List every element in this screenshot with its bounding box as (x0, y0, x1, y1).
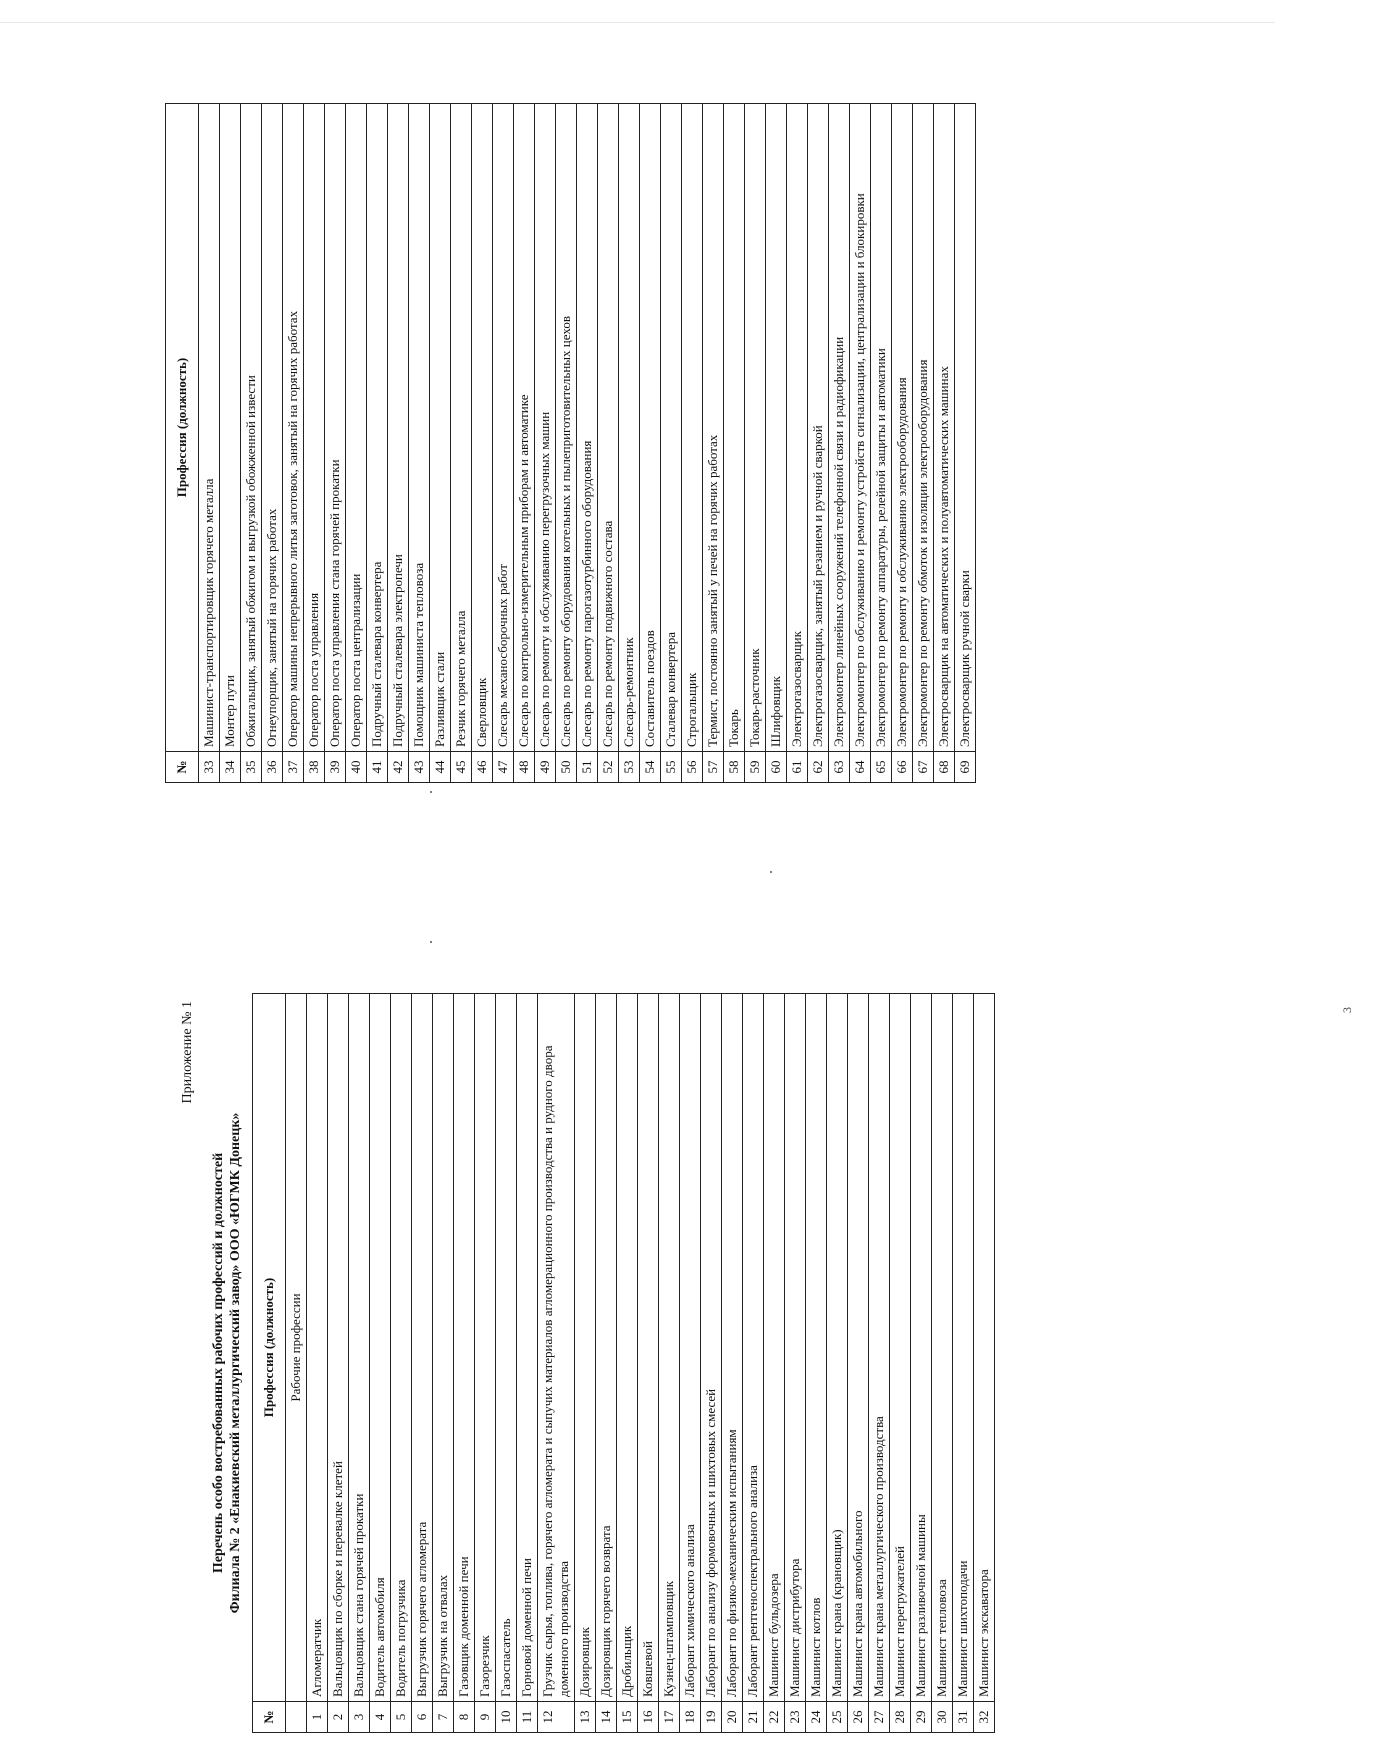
table-row (724, 104, 745, 783)
row-profession: Резчик горячего металла (451, 104, 472, 752)
row-number: 69 (955, 752, 976, 783)
table-row (869, 994, 890, 1733)
table-row (787, 104, 808, 783)
table-row (932, 994, 953, 1733)
table-row (934, 104, 955, 783)
row-number: 55 (661, 752, 682, 783)
table-row (496, 994, 517, 1733)
row-profession: Подручный сталевара электропечи (388, 104, 409, 752)
row-number: 65 (871, 752, 892, 783)
row-profession: Оператор поста управления (304, 104, 325, 752)
table-row (827, 994, 848, 1733)
row-profession: Машинист-транспортировщик горячего металла (199, 104, 220, 752)
row-number: 5 (391, 1702, 412, 1733)
table-row (785, 994, 806, 1733)
row-number: 32 (974, 1702, 995, 1733)
table-row (974, 994, 995, 1733)
table-row (370, 994, 391, 1733)
row-number: 58 (724, 752, 745, 783)
row-profession: Дробильщик (617, 994, 638, 1702)
table-row (349, 994, 370, 1733)
row-number: 11 (517, 1702, 538, 1733)
row-number: 7 (433, 1702, 454, 1733)
row-profession: Вальцовщик стана горячей прокатки (349, 994, 370, 1702)
row-number: 19 (701, 1702, 722, 1733)
title-line-2: Филиала № 2 «Енакиевский металлургический завод» ООО «ЮГМК Донецк» (228, 1112, 243, 1614)
row-number: 20 (722, 1702, 743, 1733)
row-profession: Газовщик доменной печи (454, 994, 475, 1702)
table-row (475, 994, 496, 1733)
row-profession: Выгрузчик горячего агломерата (412, 994, 433, 1702)
row-number: 14 (596, 1702, 617, 1733)
table-row (829, 104, 850, 783)
table-row (517, 994, 538, 1733)
appendix-label: Приложение № 1 (180, 1001, 195, 1104)
table-row (722, 994, 743, 1733)
row-profession: Машинист крана (крановщик) (827, 994, 848, 1702)
table-row (955, 104, 976, 783)
row-profession: Слесарь по ремонту парогазотурбинного оборудования (577, 104, 598, 752)
row-number: 3 (349, 1702, 370, 1733)
row-number: 59 (745, 752, 766, 783)
row-profession: Термист, постоянно занятый у печей на горячих работах (703, 104, 724, 752)
row-number: 41 (367, 752, 388, 783)
table-row (764, 994, 785, 1733)
scan-speck (430, 791, 432, 793)
row-number: 4 (370, 1702, 391, 1733)
row-profession: Строгальщик (682, 104, 703, 752)
table-row (745, 104, 766, 783)
row-profession: Оператор машины непрерывного литья заготовок, занятый на горячих работах (283, 104, 304, 752)
row-profession: Машинист тепловоза (932, 994, 953, 1702)
row-profession: Лаборант рентгеноспектрального анализа (743, 994, 764, 1702)
row-profession: Агломератчик (307, 994, 328, 1702)
table-row (454, 994, 475, 1733)
page-left (180, 993, 1354, 1733)
row-profession: Электрогазосварщик (787, 104, 808, 752)
row-profession: Помощник машиниста тепловоза (409, 104, 430, 752)
row-number: 53 (619, 752, 640, 783)
table-row (619, 104, 640, 783)
row-number: 56 (682, 752, 703, 783)
row-profession: Машинист крана автомобильного (848, 994, 869, 1702)
header-num: № (253, 1702, 286, 1733)
table-row (538, 994, 575, 1733)
row-number: 13 (575, 1702, 596, 1733)
row-number: 21 (743, 1702, 764, 1733)
row-number: 35 (241, 752, 262, 783)
row-number: 48 (514, 752, 535, 783)
row-number: 2 (328, 1702, 349, 1733)
table-row (535, 104, 556, 783)
row-profession: Дозировщик (575, 994, 596, 1702)
row-number: 66 (892, 752, 913, 783)
table-row (514, 104, 535, 783)
page-number-left: 3 (1340, 1007, 1354, 1013)
row-profession: Электромонтер по обслуживанию и ремонту устройств сигнализации, централизации и блокировки (850, 104, 871, 752)
table-row (451, 104, 472, 783)
row-profession: Машинист дистрибутора (785, 994, 806, 1702)
table-row (911, 994, 932, 1733)
row-profession: Водитель погрузчика (391, 994, 412, 1702)
row-number: 33 (199, 752, 220, 783)
row-number: 34 (220, 752, 241, 783)
row-number: 45 (451, 752, 472, 783)
title-line-1: Перечень особо востребованных рабочих профессий и должностей (211, 1152, 226, 1574)
table-row (598, 104, 619, 783)
table-row (596, 994, 617, 1733)
row-number: 57 (703, 752, 724, 783)
header-num: № (166, 752, 199, 783)
row-number: 29 (911, 1702, 932, 1733)
table-row (328, 994, 349, 1733)
row-profession: Машинист разливочной машины (911, 994, 932, 1702)
table-row (433, 994, 454, 1733)
table-row (913, 104, 934, 783)
row-number: 63 (829, 752, 850, 783)
row-number: 30 (932, 1702, 953, 1733)
row-profession: Машинист перегружателей (890, 994, 911, 1702)
section-label: Рабочие профессии (286, 994, 307, 1702)
row-profession: Оператор поста управления стана горячей прокатки (325, 104, 346, 752)
row-profession: Шлифовщик (766, 104, 787, 752)
professions-table-left (252, 993, 995, 1733)
table-row (661, 104, 682, 783)
row-profession: Слесарь по контрольно-измерительным приборам и автоматике (514, 104, 535, 752)
row-number: 31 (953, 1702, 974, 1733)
row-number: 17 (659, 1702, 680, 1733)
row-number: 47 (493, 752, 514, 783)
scan-speck (430, 941, 432, 943)
table-row (890, 994, 911, 1733)
row-profession: Грузчик сырья, топлива, горячего агломерата и сыпучих материалов агломерационного производства и рудного двора доменного производства (538, 994, 575, 1702)
table-row (493, 104, 514, 783)
row-profession: Машинист бульдозера (764, 994, 785, 1702)
row-profession: Газорезчик (475, 994, 496, 1702)
table-row (325, 104, 346, 783)
row-profession: Разливщик стали (430, 104, 451, 752)
row-number: 28 (890, 1702, 911, 1733)
table-row (577, 104, 598, 783)
table-row (241, 104, 262, 783)
row-profession: Электромонтер по ремонту обмоток и изоляции электрооборудования (913, 104, 934, 752)
row-number: 38 (304, 752, 325, 783)
row-number: 68 (934, 752, 955, 783)
table-row (575, 994, 596, 1733)
table-row (703, 104, 724, 783)
table-row (638, 994, 659, 1733)
row-number: 44 (430, 752, 451, 783)
row-profession: Токарь (724, 104, 745, 752)
table-row (391, 994, 412, 1733)
row-number: 12 (538, 1702, 575, 1733)
row-number: 18 (680, 1702, 701, 1733)
row-profession: Газоспасатель (496, 994, 517, 1702)
table-header-row (166, 104, 199, 783)
row-profession: Электрогазосварщик, занятый резанием и ручной сваркой (808, 104, 829, 752)
table-row (430, 104, 451, 783)
table-row (220, 104, 241, 783)
table-row (953, 994, 974, 1733)
table-row (892, 104, 913, 783)
professions-table-right (165, 103, 976, 783)
table-row (307, 994, 328, 1733)
row-profession: Лаборант по физико-механическим испытаниям (722, 994, 743, 1702)
row-number: 60 (766, 752, 787, 783)
table-row (346, 104, 367, 783)
row-number: 61 (787, 752, 808, 783)
table-row (262, 104, 283, 783)
row-profession: Токарь-расточник (745, 104, 766, 752)
row-profession: Монтер пути (220, 104, 241, 752)
row-profession: Сталевар конвертера (661, 104, 682, 752)
row-profession: Кузнец-штамповщик (659, 994, 680, 1702)
table-row (556, 104, 577, 783)
row-profession: Машинист шихтоподачи (953, 994, 974, 1702)
row-profession: Слесарь-ремонтник (619, 104, 640, 752)
row-number: 1 (307, 1702, 328, 1733)
row-number: 49 (535, 752, 556, 783)
table-row (367, 104, 388, 783)
row-profession: Вальцовщик по сборке и перевалке клетей (328, 994, 349, 1702)
row-number: 22 (764, 1702, 785, 1733)
row-profession: Лаборант по анализу формовочных и шихтовых смесей (701, 994, 722, 1702)
table-row (680, 994, 701, 1733)
table-row (871, 104, 892, 783)
row-number: 10 (496, 1702, 517, 1733)
row-number: 25 (827, 1702, 848, 1733)
row-profession: Сверловщик (472, 104, 493, 752)
row-number: 42 (388, 752, 409, 783)
row-number: 46 (472, 752, 493, 783)
row-number: 26 (848, 1702, 869, 1733)
row-profession: Дозировщик горячего возврата (596, 994, 617, 1702)
table-row (409, 104, 430, 783)
row-number: 39 (325, 752, 346, 783)
scan-speck (770, 871, 772, 873)
table-row (850, 104, 871, 783)
row-number: 52 (598, 752, 619, 783)
table-row (848, 994, 869, 1733)
row-profession: Электросварщик ручной сварки (955, 104, 976, 752)
header-profession: Профессия (должность) (253, 994, 286, 1702)
page-right (165, 103, 976, 783)
row-profession: Машинист крана металлургического производства (869, 994, 890, 1702)
row-number: 24 (806, 1702, 827, 1733)
row-profession: Огнеупорщик, занятый на горячих работах (262, 104, 283, 752)
row-number: 27 (869, 1702, 890, 1733)
row-number: 8 (454, 1702, 475, 1733)
row-profession: Горновой доменной печи (517, 994, 538, 1702)
row-profession: Машинист экскаватора (974, 994, 995, 1702)
row-number: 50 (556, 752, 577, 783)
row-number: 15 (617, 1702, 638, 1733)
row-number: 67 (913, 752, 934, 783)
table-row (199, 104, 220, 783)
row-profession: Электромонтер по ремонту и обслуживанию электрооборудования (892, 104, 913, 752)
row-number: 36 (262, 752, 283, 783)
table-row (743, 994, 764, 1733)
row-number: 6 (412, 1702, 433, 1733)
row-profession: Слесарь по ремонту и обслуживанию перегрузочных машин (535, 104, 556, 752)
row-profession: Обжигальщик, занятый обжигом и выгрузкой обожженной извести (241, 104, 262, 752)
section-row (286, 994, 307, 1733)
row-number: 40 (346, 752, 367, 783)
table-row (682, 104, 703, 783)
row-profession: Слесарь по ремонту оборудования котельных и пылеприготовительных цехов (556, 104, 577, 752)
table-row (701, 994, 722, 1733)
table-row (304, 104, 325, 783)
document-title (210, 993, 244, 1733)
row-profession: Составитель поездов (640, 104, 661, 752)
row-profession: Подручный сталевара конвертера (367, 104, 388, 752)
table-row (388, 104, 409, 783)
row-profession: Оператор поста централизации (346, 104, 367, 752)
row-profession: Слесарь механосборочных работ (493, 104, 514, 752)
row-profession: Электромонтер линейных сооружений телефонной связи и радиофикации (829, 104, 850, 752)
row-number: 64 (850, 752, 871, 783)
row-profession: Водитель автомобиля (370, 994, 391, 1702)
row-profession: Электросварщик на автоматических и полуавтоматических машинах (934, 104, 955, 752)
table-row (806, 994, 827, 1733)
row-number: 43 (409, 752, 430, 783)
row-profession: Выгрузчик на отвалах (433, 994, 454, 1702)
table-row (472, 104, 493, 783)
row-number: 9 (475, 1702, 496, 1733)
row-profession: Электромонтер по ремонту аппаратуры, релейной защиты и автоматики (871, 104, 892, 752)
row-number: 16 (638, 1702, 659, 1733)
row-number: 23 (785, 1702, 806, 1733)
row-number: 54 (640, 752, 661, 783)
row-profession: Машинист котлов (806, 994, 827, 1702)
table-row (412, 994, 433, 1733)
table-row (808, 104, 829, 783)
row-profession: Слесарь по ремонту подвижного состава (598, 104, 619, 752)
row-profession: Лаборант химического анализа (680, 994, 701, 1702)
table-row (283, 104, 304, 783)
row-profession: Ковшевой (638, 994, 659, 1702)
table-row (617, 994, 638, 1733)
table-row (766, 104, 787, 783)
header-profession: Профессия (должность) (166, 104, 199, 752)
row-number: 37 (283, 752, 304, 783)
row-number: 62 (808, 752, 829, 783)
table-header-row (253, 994, 286, 1733)
table-row (640, 104, 661, 783)
table-row (659, 994, 680, 1733)
row-number: 51 (577, 752, 598, 783)
